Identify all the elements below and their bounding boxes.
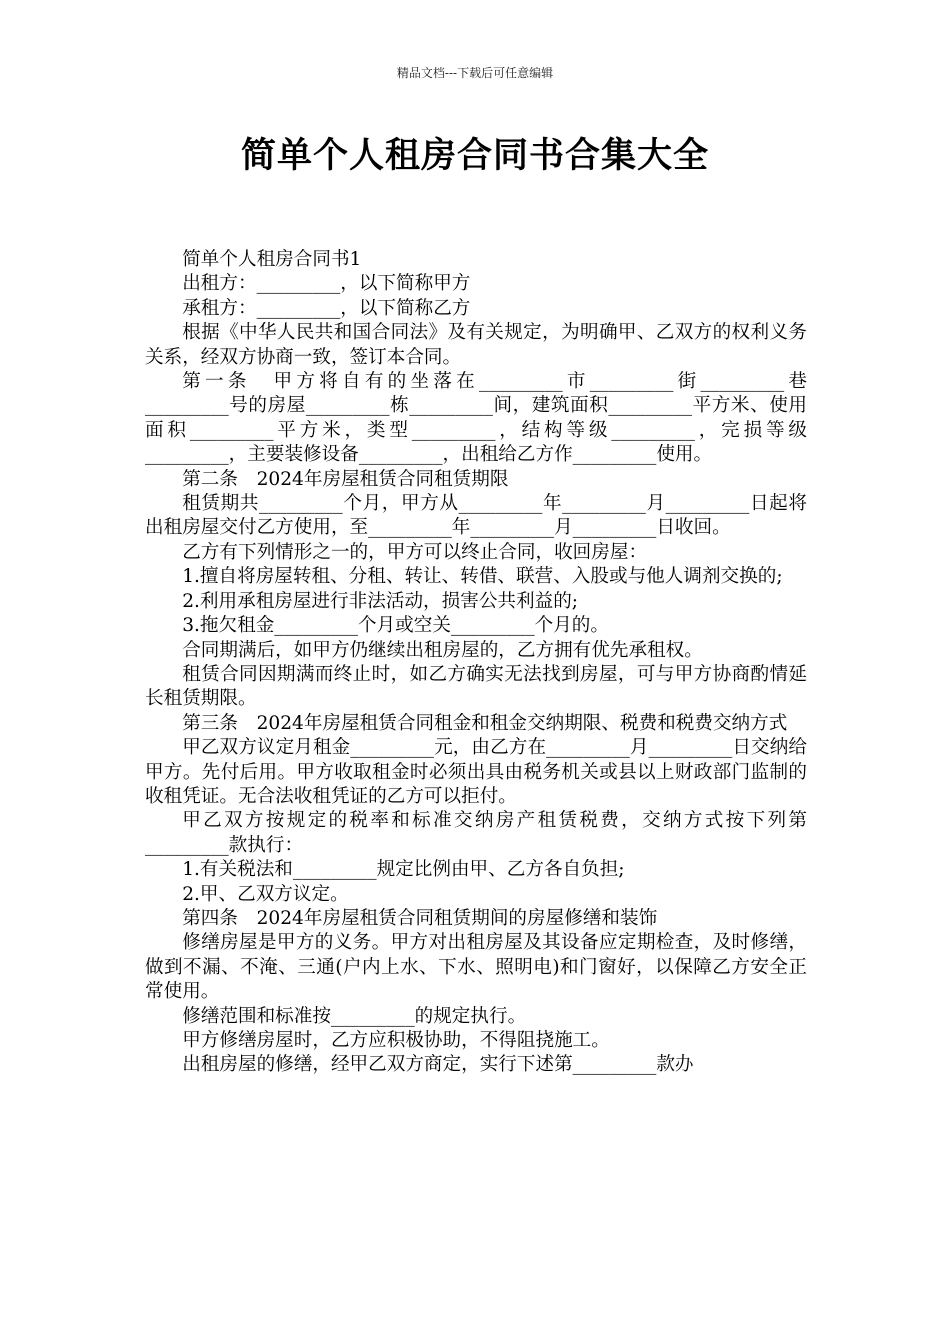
- paragraph: 乙方有下列情形之一的，甲方可以终止合同，收回房屋：: [182, 541, 648, 563]
- paragraph: 合同期满后，如甲方仍继续出租房屋的，乙方拥有优先承租权。: [182, 639, 703, 661]
- paragraph: 承租方：_________，以下简称乙方: [182, 297, 471, 319]
- paragraph: 2.利用承租房屋进行非法活动，损害公共利益的;: [182, 590, 579, 612]
- paragraph: 甲乙双方议定月租金_________元，由乙方在_________月_________日交纳给甲方。先付后用。甲方收取租金时必须出具由税务机关或县以上财政部门监制的收租凭证。无合法收租凭证的乙方可以拒付。: [145, 737, 807, 807]
- paragraph: 第三条 2024年房屋租赁合同租金和租金交纳期限、税费和税费交纳方式: [182, 712, 788, 734]
- paragraph: 修缮房屋是甲方的义务。甲方对出租房屋及其设备应定期检查，及时修缮，做到不漏、不淹、三通(户内上水、下水、照明电)和门窗好，以保障乙方安全正常使用。: [145, 932, 807, 1003]
- paragraph: 第一条 甲方将自有的坐落在_________市_________街_________巷_________号的房屋_________栋_________间，建筑面积_________平方米、使用面积_________平方米，类型_________，结构等级_________，完损等级_________，主要装修设备_________，出租给乙方作_________使用。: [145, 371, 807, 466]
- paragraph: 修缮范围和标准按_________的规定执行。: [182, 1005, 527, 1027]
- paragraph: 租赁期共_________个月，甲方从_________年_________月_________日起将出租房屋交付乙方使用，至_________年_________月_________日收回。: [145, 493, 807, 539]
- paragraph: 3.拖欠租金_________个月或空关_________个月的。: [182, 615, 609, 637]
- paragraph: 1.有关税法和_________规定比例由甲、乙方各自负担;: [182, 859, 625, 881]
- paragraph: 租赁合同因期满而终止时，如乙方确实无法找到房屋，可与甲方协商酌情延长租赁期限。: [145, 663, 807, 710]
- document-title: 简单个人租房合同书合集大全: [240, 136, 709, 176]
- paragraph: 第四条 2024年房屋租赁合同租赁期间的房屋修缮和装饰: [182, 907, 658, 929]
- paragraph: 1.擅自将房屋转租、分租、转让、转借、联营、入股或与他人调剂交换的;: [182, 566, 783, 588]
- paragraph: 甲方修缮房屋时，乙方应积极协助，不得阻挠施工。: [182, 1030, 610, 1051]
- paragraph: 2.甲、乙双方议定。: [182, 883, 349, 905]
- document-body: [145, 248, 807, 1078]
- paragraph: 根据《中华人民共和国合同法》及有关规定，为明确甲、乙双方的权利义务关系，经双方协商一致，签订本合同。: [145, 322, 807, 368]
- paragraph: 简单个人租房合同书1: [182, 249, 362, 270]
- paragraph: 出租房屋的修缮，经甲乙双方商定，实行下述第_________款办: [182, 1054, 694, 1076]
- page-header: 精品文档---下载后可任意编辑: [396, 66, 554, 80]
- paragraph: 出租方：_________，以下简称甲方: [182, 273, 471, 295]
- paragraph: 甲乙双方按规定的税率和标准交纳房产租赁税费，交纳方式按下列第_________款执行：: [145, 810, 807, 856]
- paragraph: 第二条 2024年房屋租赁合同租赁期限: [182, 468, 509, 490]
